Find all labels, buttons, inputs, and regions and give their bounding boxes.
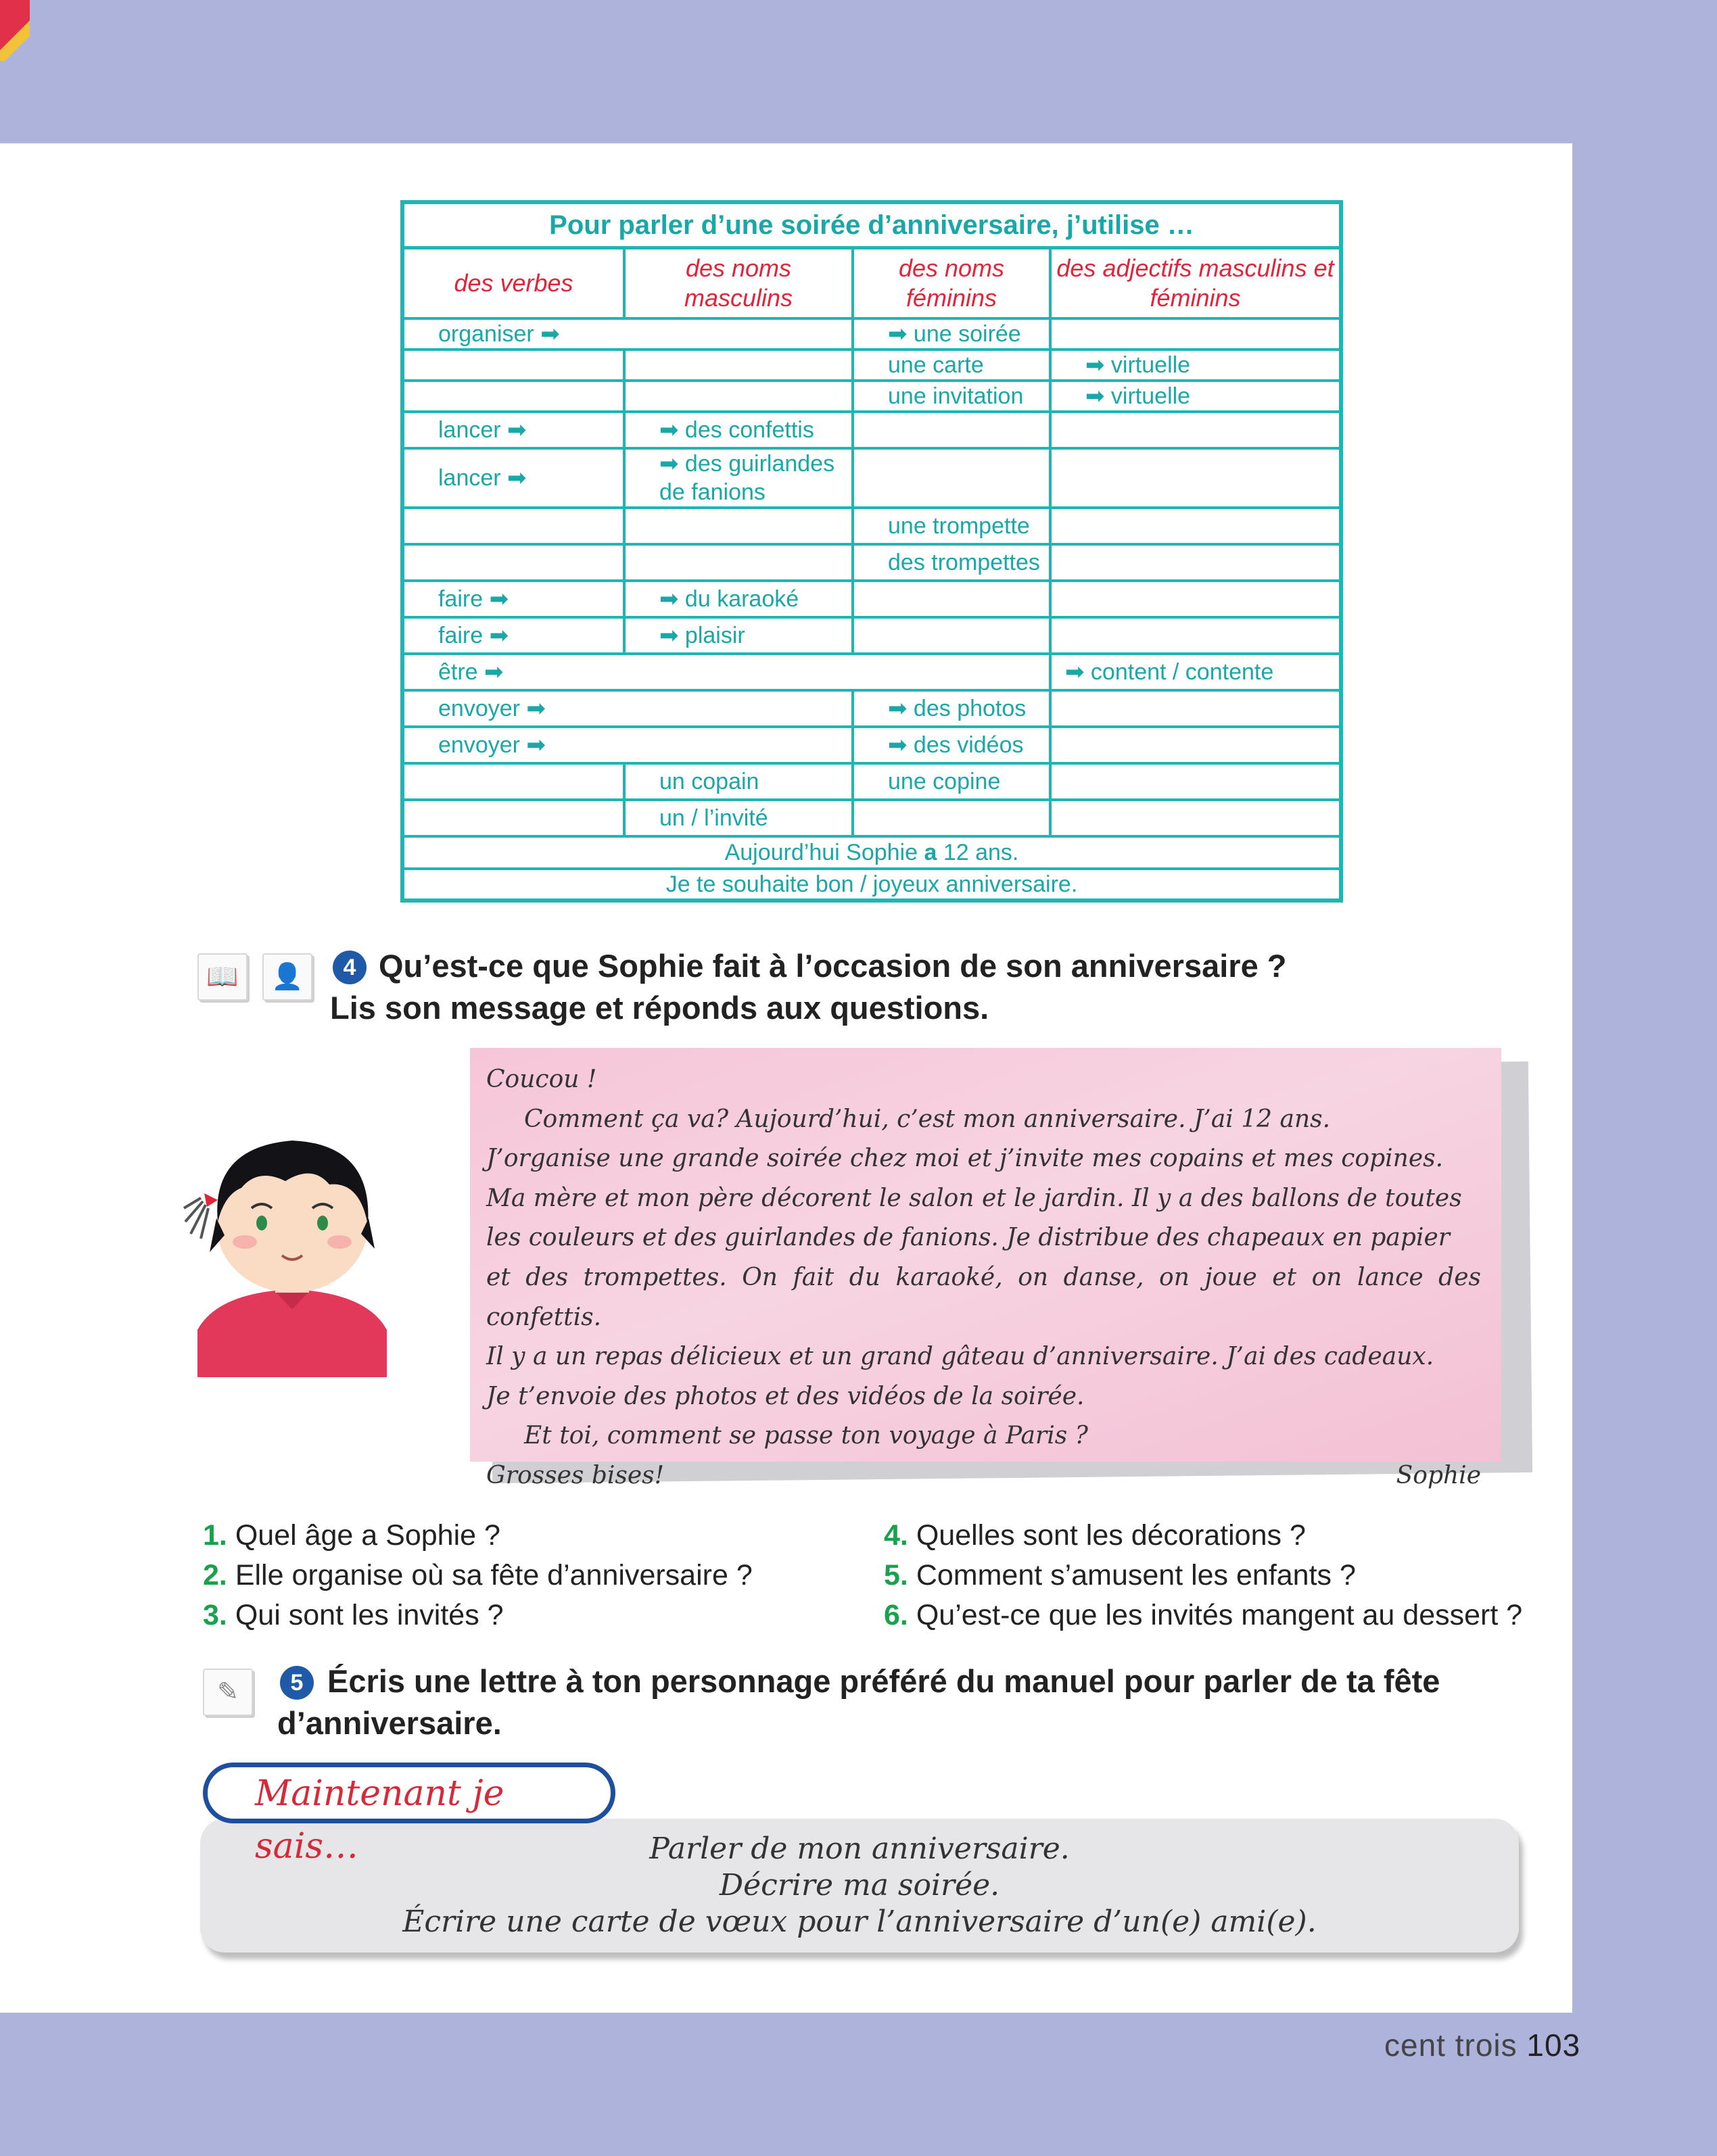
pencil-icon: ✎ — [203, 1669, 253, 1716]
vocab-cell: ➡ des confettis — [624, 412, 853, 448]
vocab-row — [404, 617, 1339, 654]
vocab-row — [404, 381, 1339, 412]
book-icon: 📖 — [197, 953, 248, 1001]
letter-closing: Grosses bises! — [486, 1461, 665, 1489]
question-text: Elle organise où sa fête d’anniversaire ? — [235, 1559, 753, 1591]
vocab-cell: ➡ du karaoké — [624, 581, 853, 617]
question-number: 6. — [884, 1599, 908, 1631]
vocab-cell: ➡ des guirlandes de fanions — [624, 448, 853, 508]
vocab-cell — [1050, 448, 1339, 508]
vocab-cell: lancer ➡ — [404, 412, 624, 448]
vocab-cell: faire ➡ — [404, 581, 624, 617]
vocab-header-row — [404, 249, 1339, 318]
page — [0, 143, 1572, 2013]
header-verbes: des verbes — [404, 249, 624, 318]
vocab-cell: ➡ des vidéos — [853, 727, 1050, 763]
question-number: 5. — [884, 1559, 908, 1591]
vocab-table — [400, 200, 1343, 903]
vocab-row — [404, 544, 1339, 581]
footer-bold: a — [924, 840, 937, 865]
question-2 — [203, 1556, 753, 1595]
header-adjectifs: des adjectifs masculins et féminins — [1050, 249, 1339, 318]
vocab-cell — [1050, 690, 1339, 727]
question-1 — [203, 1516, 500, 1555]
page-footer — [1384, 2027, 1580, 2063]
exercise-4-line-2: Lis son message et réponds aux questions. — [330, 990, 989, 1026]
vocab-cell — [1050, 800, 1339, 836]
vocab-cell: une carte — [853, 350, 1050, 381]
vocab-cell — [624, 508, 853, 544]
vocab-row — [404, 727, 1339, 763]
question-number: 2. — [203, 1559, 227, 1591]
page-number-words: cent trois — [1384, 2028, 1518, 2063]
vocab-row — [404, 318, 1339, 350]
vocab-cell: ➡ virtuelle — [1050, 350, 1339, 381]
header-noms-feminins: des noms féminins — [853, 249, 1050, 318]
question-4 — [884, 1516, 1306, 1555]
vocab-row — [404, 654, 1339, 690]
corner-decoration — [0, 0, 30, 61]
vocab-row — [404, 763, 1339, 800]
vocab-cell — [1050, 727, 1339, 763]
vocab-cell — [404, 381, 624, 412]
footer-pre: Aujourd’hui Sophie — [724, 840, 924, 865]
page-number: 103 — [1526, 2028, 1581, 2063]
vocab-cell — [624, 544, 853, 581]
vocab-footer-line-2: Je te souhaite bon / joyeux anniversaire. — [404, 869, 1339, 899]
question-5 — [884, 1556, 1356, 1595]
vocab-cell — [404, 800, 624, 836]
vocab-cell: un / l’invité — [624, 800, 853, 836]
letter-question: Et toi, comment se passe ton voyage à Paris ? — [524, 1422, 1088, 1450]
vocab-cell: un copain — [624, 763, 853, 800]
vocab-row — [404, 508, 1339, 544]
vocab-cell: une invitation — [853, 381, 1050, 412]
vocab-cell: une copine — [853, 763, 1050, 800]
question-text: Qui sont les invités ? — [235, 1599, 504, 1631]
letter-signature: Sophie — [1396, 1461, 1481, 1489]
vocab-footer-row-1 — [404, 836, 1339, 869]
vocab-cell — [1050, 544, 1339, 581]
letter-line-7: Je t’envoie des photos et des vidéos de la soirée. — [486, 1382, 1085, 1410]
exercise-4-line-1: Qu’est-ce que Sophie fait à l’occasion de son anniversaire ? — [379, 948, 1287, 984]
sophie-letter — [470, 1048, 1501, 1489]
vocab-cell: ➡ virtuelle — [1050, 381, 1339, 412]
question-text: Comment s’amusent les enfants ? — [916, 1559, 1356, 1591]
vocab-row — [404, 581, 1339, 617]
maintenant-je-sais-box — [200, 1819, 1519, 1953]
vocab-cell: lancer ➡ — [404, 448, 624, 508]
exercise-5-number: 5 — [280, 1666, 314, 1700]
vocab-cell — [853, 448, 1050, 508]
letter-line-1: Comment ça va? Aujourd’hui, c’est mon anniversaire. J’ai 12 ans. — [524, 1105, 1331, 1133]
question-number: 1. — [203, 1519, 227, 1552]
question-text: Quel âge a Sophie ? — [235, 1519, 500, 1552]
question-3 — [203, 1596, 504, 1635]
vocab-cell: organiser ➡ — [404, 318, 853, 350]
vocab-cell: envoyer ➡ — [404, 727, 853, 763]
letter-line-6: Il y a un repas délicieux et un grand gâteau d’anniversaire. J’ai des cadeaux. — [486, 1343, 1434, 1371]
vocab-cell — [624, 350, 853, 381]
sophie-avatar — [177, 1107, 407, 1377]
vocab-row — [404, 448, 1339, 508]
vocab-cell — [853, 412, 1050, 448]
vocab-cell — [404, 508, 624, 544]
maintenant-je-sais-label: Maintenant je sais… — [203, 1763, 615, 1823]
vocab-row — [404, 350, 1339, 381]
vocab-cell: ➡ plaisir — [624, 617, 853, 654]
vocab-cell — [1050, 318, 1339, 350]
question-number: 4. — [884, 1519, 908, 1552]
letter-line-4: les couleurs et des guirlandes de fanions. Je distribue des chapeaux en papier — [486, 1224, 1450, 1252]
vocab-cell: une trompette — [853, 508, 1050, 544]
vocab-cell: ➡ une soirée — [853, 318, 1050, 350]
question-6 — [884, 1596, 1522, 1635]
question-text: Qu’est-ce que les invités mangent au dessert ? — [916, 1599, 1523, 1631]
vocab-cell — [853, 581, 1050, 617]
letter-line-5: et des trompettes. On fait du karaoké, on danse, on joue et on lance des confettis. — [486, 1263, 1481, 1331]
vocab-cell: ➡ des photos — [853, 690, 1050, 727]
letter-line-3: Ma mère et mon père décorent le salon et le jardin. Il y a des ballons de toutes — [486, 1184, 1462, 1212]
vocab-cell — [404, 350, 624, 381]
question-text: Quelles sont les décorations ? — [916, 1519, 1306, 1552]
vocab-footer-line-1 — [404, 836, 1339, 869]
vocab-cell: ➡ content / contente — [1050, 654, 1339, 690]
vocab-grid — [404, 249, 1339, 899]
can-do-item-3: Écrire une carte de vœux pour l’anniversaire d’un(e) ami(e). — [402, 1905, 1317, 1939]
vocab-cell — [1050, 508, 1339, 544]
letter-line-2: J’organise une grande soirée chez moi et j’invite mes copains et mes copines. — [486, 1145, 1444, 1173]
vocab-cell: des trompettes — [853, 544, 1050, 581]
vocab-cell — [1050, 581, 1339, 617]
vocab-cell — [1050, 617, 1339, 654]
letter-closing-row — [486, 1456, 1481, 1496]
vocab-cell — [853, 617, 1050, 654]
vocab-row — [404, 800, 1339, 836]
vocab-cell — [624, 381, 853, 412]
vocab-footer-row-2 — [404, 869, 1339, 899]
vocab-cell — [1050, 412, 1339, 448]
vocab-cell — [853, 800, 1050, 836]
letter-greeting: Coucou ! — [486, 1065, 597, 1093]
vocab-title: Pour parler d’une soirée d’anniversaire, j’utilise … — [404, 204, 1339, 249]
vocab-cell — [404, 763, 624, 800]
exercise-4-number: 4 — [333, 951, 367, 984]
vocab-row — [404, 412, 1339, 448]
header-noms-masculins: des noms masculins — [624, 249, 853, 318]
reader-icon: 👤 — [262, 953, 312, 1001]
exercise-5-line-1: Écris une lettre à ton personnage préféré du manuel pour parler de ta fête — [327, 1663, 1440, 1699]
vocab-cell: envoyer ➡ — [404, 690, 853, 727]
question-number: 3. — [203, 1599, 227, 1631]
footer-post: 12 ans. — [937, 840, 1019, 865]
vocab-cell: faire ➡ — [404, 617, 624, 654]
can-do-item-2: Décrire ma soirée. — [719, 1868, 1000, 1902]
vocab-row — [404, 690, 1339, 727]
vocab-cell: être ➡ — [404, 654, 1050, 690]
exercise-5-line-2: d’anniversaire. — [277, 1705, 502, 1741]
vocab-cell — [1050, 763, 1339, 800]
can-do-item-1: Parler de mon anniversaire. — [649, 1831, 1070, 1866]
vocab-cell — [404, 544, 624, 581]
